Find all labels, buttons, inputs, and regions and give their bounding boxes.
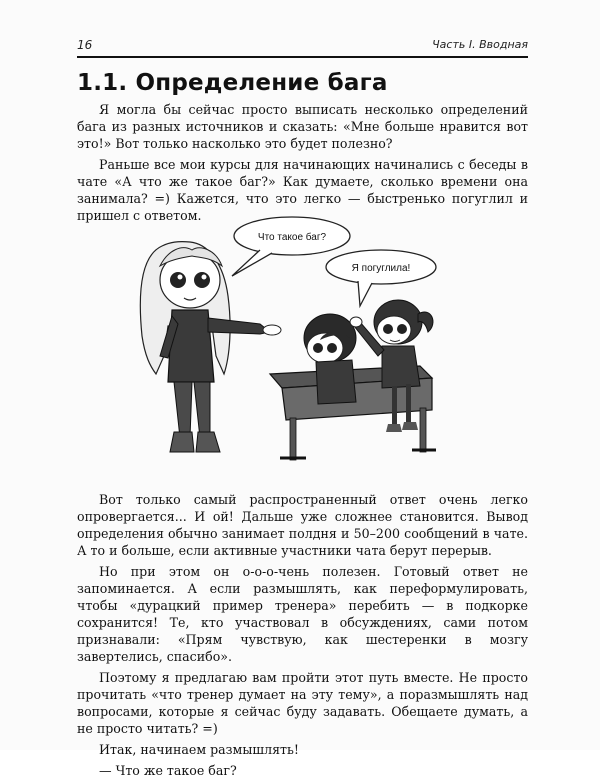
speech-bubble-right [326,250,436,306]
running-title: Часть I. Вводная [432,38,528,51]
header-rule [77,56,528,58]
bubble-left-text: Что такое баг? [257,232,327,243]
page-number: 16 [77,38,93,52]
cartoon-illustration [120,206,450,476]
body-text [77,491,528,783]
paragraph: Я могла бы сейчас просто выписать несколько определений бага из разных источников и сказать: «Мне больше нравится вот это!» Вот только насколько это будет полезно? [77,102,528,151]
paragraph: Вот только самый распространенный ответ очень легко опровергается... И ой! Дальше уже сложнее становится. Вывод определения обычно занимает полдня и 50–200 сообщений в чате. А то и больше, если активные участники чата берут перерыв. [77,492,528,558]
paragraph: Раньше все мои курсы для начинающих начинались с беседы в чате «А что же такое баг?» Как думаете, сколько времени она занимала? =) Кажется, что это легко — быстренько погуглил и пришел с ответом. [77,157,528,223]
bubble-right-text: Я погуглила! [351,263,411,274]
page-header [77,38,528,56]
paragraph: Но при этом он о-о-о-чень полезен. Готовый ответ не запоминается. А если размышлять, как переформулировать, чтобы «дурацкий пример тренера» перебить — в подкорке сохранится! Те, кто участвовал в обсуждениях, сами потом признавали: «Прям чувствую, как шестеренки в мозгу завертелись, спасибо». [77,564,528,664]
section-title: 1.1. Определение бага [77,70,388,96]
paragraph: Поэтому я предлагаю вам пройти этот путь вместе. Не просто прочитать «что тренер думает на эту тему», а поразмышлять над вопросами, которые я сейчас буду задавать. Обещаете думать, а не просто читать? =) [77,670,528,736]
paragraph: Итак, начинаем размышлять! [99,742,299,757]
paragraph: — Что же такое баг? [99,763,237,778]
teacher-figure [140,242,281,452]
